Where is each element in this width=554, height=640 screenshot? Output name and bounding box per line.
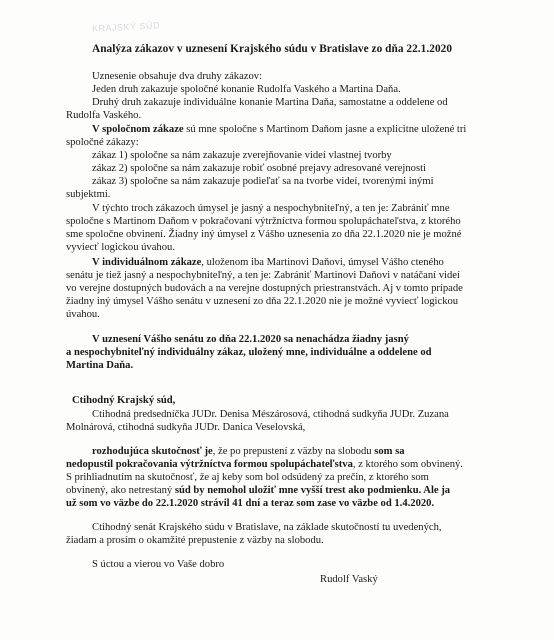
fact-line-2-text: , z ktorého som obvinený. — [352, 459, 463, 470]
conclusion-line-2: a nespochybniteľný individuálny zákaz, uložený mne, individuálne a oddelene od — [66, 347, 432, 358]
joint-line-8: spoločne s Martinom Daňom v pokračovaní výtržníctva formou spolupáchateľstva, z ktorého — [66, 216, 461, 227]
fact-line-4 — [66, 484, 450, 497]
indiv-line-2: senátu je tiež jasný a nespochybniteľný, a ten je: Zabrániť Martinovi Daňovi v natáčaní videí — [66, 270, 460, 281]
joint-line-2: spoločné zákazy: — [66, 137, 139, 148]
intro-line-1: Uznesenie obsahuje dva druhy zákazov: — [92, 71, 263, 82]
conclusion-line-3: Martina Daňa. — [66, 360, 134, 371]
judges-line-2: Molnárová, ctihodná sudkyňa JUDr. Danica Veselovská, — [66, 422, 306, 433]
conclusion-line-1: V uznesení Vášho senátu zo dňa 22.1.2020 sa nenachádza žiadny jasný — [92, 334, 409, 345]
judges-line-1: Ctihodná predsedníčka JUDr. Denisa Mészárosová, ctihodná sudkyňa JUDr. Zuzana — [92, 409, 449, 420]
fact-line-4-text: obvinený, ako netrestaný — [66, 485, 175, 496]
indiv-line-3: vo verejne dostupných budovách a na verejne dostupných priestranstvách. Aj v tomto prípade — [66, 283, 463, 294]
fact-line-4-bold: súd by nemohol uložiť mne vyšší trest ako podmienku. Ale ja — [174, 485, 451, 496]
fact-line-1-text: , že po prepustení z väzby na slobodu — [212, 446, 375, 457]
fact-line-2-bold: nedopustil pokračovania výtržníctva formou spolupáchateľstva — [66, 459, 353, 470]
intro-line-3: Druhý druh zakazuje individuálne konanie Martina Daňa, samostatne a oddelene od — [92, 97, 448, 108]
indiv-line-1-text: , uloženom iba Martinovi Daňovi, úmysel Vášho cteného — [201, 257, 444, 268]
intro-line-2: Jeden druh zakazuje spoločné konanie Rudolfa Vaského a Martina Daňa. — [92, 84, 401, 95]
indiv-line-5: úvahou. — [66, 309, 100, 320]
fact-line-3: S prihliadnutím na skutočnosť, že aj keby som bol odsúdený za prečin, z ktorého som — [66, 472, 429, 483]
joint-ban-1: zákaz 1) spoločne sa nám zakazuje zverejňovanie videí vlastnej tvorby — [92, 150, 392, 161]
joint-line-1 — [92, 123, 466, 136]
signature: Rudolf Vaský — [320, 574, 378, 585]
indiv-heading: V individuálnom zákaze — [92, 257, 202, 268]
joint-ban-3: zákaz 3) spoločne sa nám zakazuje podieľať sa na tvorbe videí, tvorenými inými — [92, 176, 434, 187]
joint-line-1-text: sú mne spoločne s Martinom Daňom jasne a explicitne uložené tri — [183, 124, 467, 135]
fact-line-5: už som vo väzbe do 22.1.2020 strávil 41 dní a teraz som zase vo väzbe od 1.4.2020. — [66, 498, 435, 509]
indiv-line-4: žiadny iný úmysel Vášho senátu v uznesení zo dňa 22.1.2020 nie je možné vyvieсť logickou — [66, 296, 459, 307]
faint-stamp: KRAJSKÝ SÚD — [91, 20, 161, 34]
fact-heading: rozhodujúca skutočnosť je — [92, 446, 213, 457]
joint-heading: V spoločnom zákaze — [92, 124, 184, 135]
joint-line-9: sme spoločne obvinení. Žiadny iný úmysel z Vášho uznesenia zo dňa 22.1.2020 nie je možné — [66, 229, 462, 240]
fact-line-2 — [66, 458, 463, 471]
document-title: Analýza zákazov v uznesení Krajského súdu v Bratislave zo dňa 22.1.2020 — [92, 43, 453, 55]
fact-line-1 — [92, 445, 405, 458]
joint-ban-2: zákaz 2) spoločne sa nám zakazuje robiť osobné prejavy adresované verejnosti — [92, 163, 426, 174]
joint-line-10: vyvieсť logickou úvahou. — [66, 242, 175, 253]
closing: S úctou a vierou vo Vaše dobro — [92, 559, 225, 570]
request-line-1: Ctihodný senát Krajského súdu v Bratislave, na základe skutočností tu uvedených, — [92, 522, 442, 533]
intro-line-4: Rudolfa Vaského. — [66, 110, 142, 121]
salutation: Ctihodný Krajský súd, — [72, 395, 176, 406]
fact-line-1-bold: som sa — [374, 446, 405, 457]
indiv-line-1 — [92, 256, 444, 269]
request-line-2: žiadam a prosím o okamžité prepustenie z väzby na slobodu. — [66, 535, 324, 546]
joint-line-7: V týchto troch zákazoch úmysel je jasný a nespochybniteľný, a ten je: Zabrániť mne — [92, 203, 450, 214]
joint-line-6: subjektmi. — [66, 189, 111, 200]
